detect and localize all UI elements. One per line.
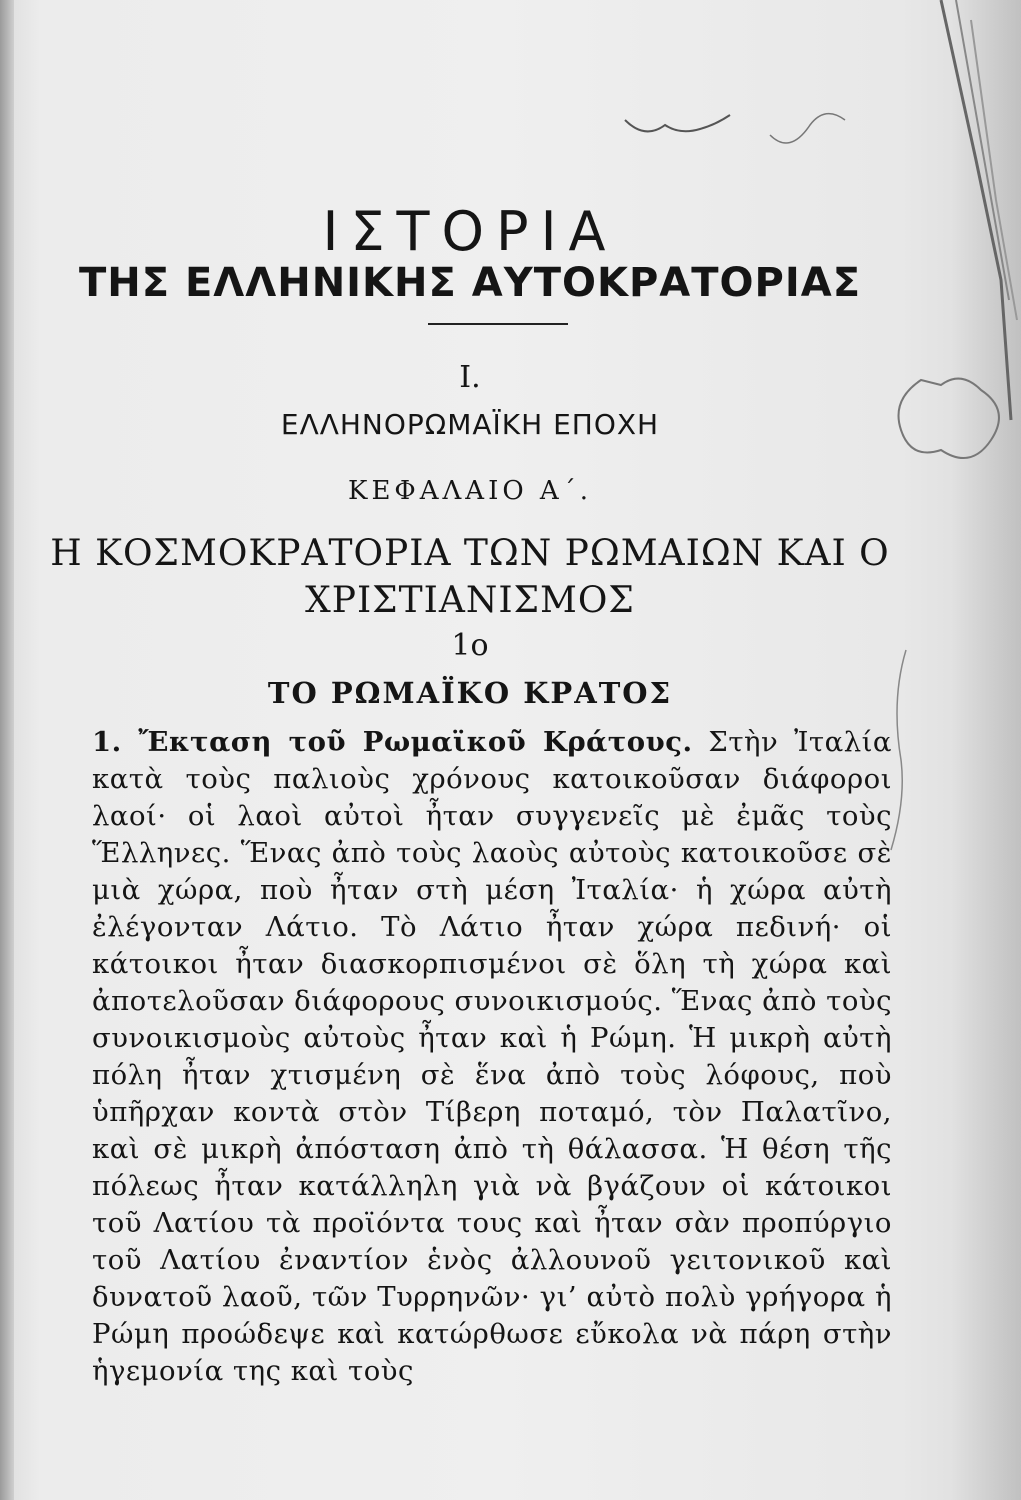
page-binding-shadow xyxy=(0,0,14,1500)
paragraph-text: Στὴν Ἰταλία κατὰ τοὺς παλιοὺς χρόνους κατοικοῦσαν διάφοροι λαοί· οἱ λαοὶ αὐτοὶ ἦταν συγγενεῖς μὲ ἐμᾶς τοὺς Ἕλληνες. Ἕνας ἀπὸ τοὺς λαοὺς αὐτοὺς κατοικοῦσε σὲ μιὰ χώρα, ποὺ ἦταν στὴ μέση Ἰταλία· ἡ χώρα αὐτὴ ἐλέγονταν Λάτιο. Τὸ Λάτιο ἦταν χώρα πεδινή· οἱ κάτοικοι ἦταν διασκορπισμένοι σὲ ὅλη τὴ χώρα καὶ ἀποτελοῦσαν διάφορους συνοικισμούς. Ἕνας ἀπὸ τοὺς συνοικισμοὺς αὐτοὺς ἦταν καὶ ἡ Ρώμη. Ἡ μικρὴ αὐτὴ πόλη ἦταν χτισμένη σὲ ἕνα ἀπὸ τοὺς λόφους, ποὺ ὑπῆρχαν κοντὰ στὸν Τίβερη ποταμό, τὸν Παλατῖνο, καὶ σὲ μικρὴ ἀπόσταση ἀπὸ τὴ θάλασσα. Ἡ θέση τῆς πόλεως ἦταν κατάλληλη γιὰ νὰ βγάζουν οἱ κάτοικοι τοῦ Λατίου τὰ προϊόντα τους καὶ ἦταν σὰν προπύργιο τοῦ Λατίου ἐναντίον ἑνὸς ἀλλουνοῦ γειτονικοῦ καὶ δυνατοῦ λαοῦ, τῶν Τυρρηνῶν· γι’ αὐτὸ πολὺ γρήγορα ἡ Ρώμη προώδεψε καὶ κατώρθωσε εὔκολα νὰ πάρη στὴν ἡγεμονία της καὶ τοὺς xyxy=(92,726,893,1387)
chapter-title-line2: ΧΡΙΣΤΙΑΝΙΣΜΟΣ xyxy=(305,580,635,621)
pencil-scribble-top xyxy=(620,95,850,165)
book-subtitle: ΤΗΣ ΕΛΛΗΝΙΚΗΣ ΑΥΤΟΚΡΑΤΟΡΙΑΣ xyxy=(78,260,862,306)
book-title: ΙΣΤΟΡΙΑ xyxy=(322,200,618,263)
chapter-label: ΚΕΦΑΛΑΙΟ Α΄. xyxy=(348,476,592,506)
section-title: ΤΟ ΡΩΜΑΪΚΟ ΚΡΑΤΟΣ xyxy=(267,676,673,710)
paragraph-heading: 1. Ἔκταση τοῦ Ρωμαϊκοῦ Κράτους. xyxy=(92,726,693,758)
part-title: ΕΛΛΗΝΟΡΩΜΑΪΚΗ ΕΠΟΧΗ xyxy=(280,408,660,441)
chapter-title-line1: Η ΚΟΣΜΟΚΡΑΤΟΡΙΑ ΤΩΝ ΡΩΜΑΙΩΝ ΚΑΙ Ο xyxy=(50,533,890,574)
chapter-title xyxy=(40,530,900,624)
pencil-sketch-margin xyxy=(881,0,1021,1500)
part-number: I. xyxy=(459,360,481,395)
section-number: 1ο xyxy=(451,628,489,663)
body-paragraph xyxy=(92,724,892,1390)
title-divider xyxy=(428,323,568,325)
